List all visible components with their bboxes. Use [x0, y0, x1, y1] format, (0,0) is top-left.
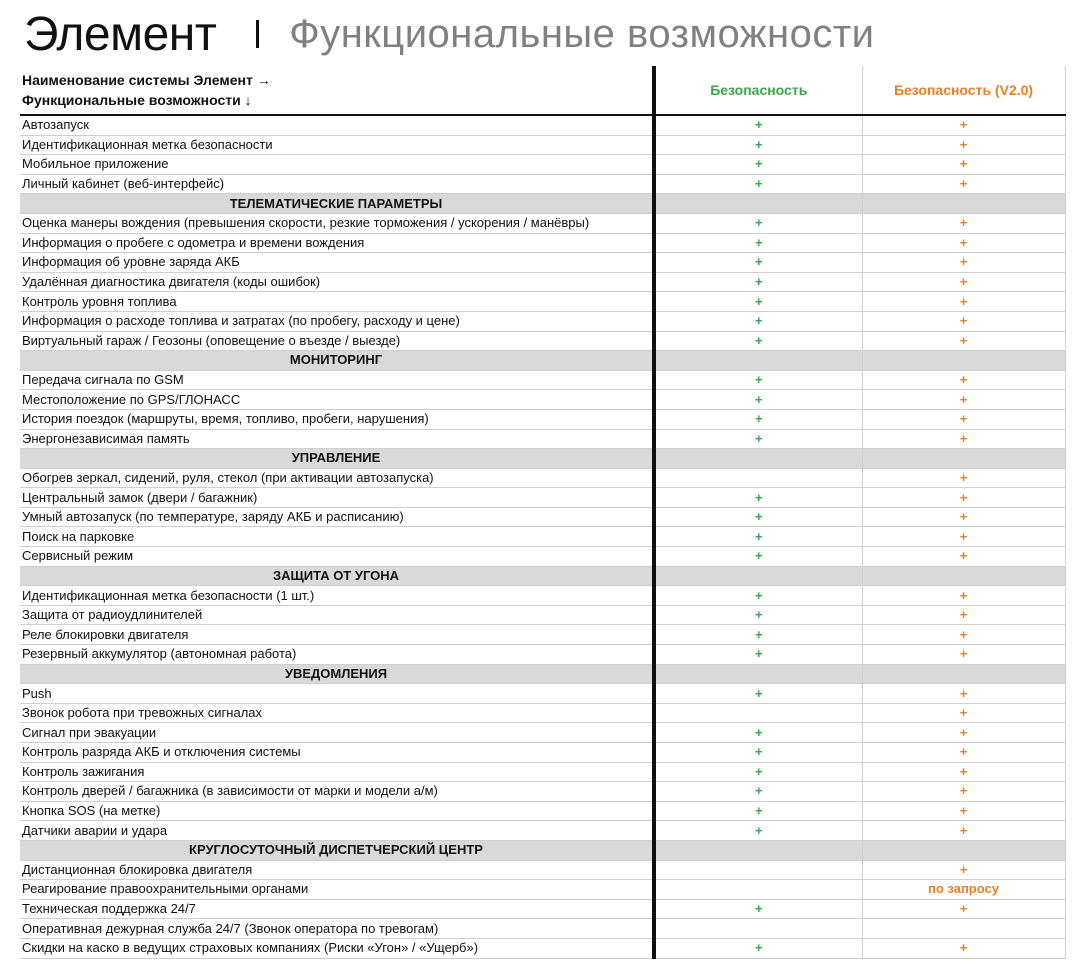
bezopasnost-value — [654, 468, 862, 488]
table-row — [20, 213, 1065, 233]
bezopasnost-v2-value: + — [862, 605, 1065, 625]
table-row — [20, 782, 1065, 802]
column-header-bezopasnost-v2: Безопасность (V2.0) — [862, 66, 1065, 115]
feature-name: Контроль уровня топлива — [20, 292, 654, 312]
feature-name: Скидки на каско в ведущих страховых компаниях (Риски «Угон» / «Ущерб») — [20, 938, 654, 958]
bezopasnost-v2-value: + — [862, 527, 1065, 547]
section-title: УВЕДОМЛЕНИЯ — [20, 664, 654, 684]
bezopasnost-value: + — [654, 782, 862, 802]
table-row — [20, 919, 1065, 939]
bezopasnost-v2-value: + — [862, 390, 1065, 410]
column-header-name — [20, 66, 654, 115]
table-row — [20, 488, 1065, 508]
bezopasnost-v2-value: + — [862, 801, 1065, 821]
bezopasnost-v2-value: + — [862, 253, 1065, 273]
section-empty-cell — [654, 840, 862, 860]
section-title: КРУГЛОСУТОЧНЫЙ ДИСПЕТЧЕРСКИЙ ЦЕНТР — [20, 840, 654, 860]
bezopasnost-value: + — [654, 762, 862, 782]
bezopasnost-value — [654, 880, 862, 900]
table-row — [20, 684, 1065, 704]
bezopasnost-value: + — [654, 233, 862, 253]
bezopasnost-v2-value: + — [862, 488, 1065, 508]
section-title: ЗАЩИТА ОТ УГОНА — [20, 566, 654, 586]
bezopasnost-v2-value: + — [862, 938, 1065, 958]
bezopasnost-v2-value: + — [862, 547, 1065, 567]
bezopasnost-v2-value: + — [862, 155, 1065, 175]
features-table — [20, 66, 1066, 959]
feature-name: Автозапуск — [20, 115, 654, 135]
feature-name: История поездок (маршруты, время, топливо, пробеги, нарушения) — [20, 409, 654, 429]
bezopasnost-value: + — [654, 409, 862, 429]
table-row — [20, 743, 1065, 763]
table-row — [20, 645, 1065, 665]
feature-name: Контроль разряда АКБ и отключения системы — [20, 743, 654, 763]
bezopasnost-v2-value: + — [862, 782, 1065, 802]
table-row — [20, 899, 1065, 919]
feature-name: Сигнал при эвакуации — [20, 723, 654, 743]
table-row — [20, 938, 1065, 958]
table-row — [20, 762, 1065, 782]
section-empty-cell — [862, 566, 1065, 586]
feature-name: Умный автозапуск (по температуре, заряду АКБ и расписанию) — [20, 507, 654, 527]
table-header-row — [20, 66, 1065, 115]
bezopasnost-value: + — [654, 488, 862, 508]
table-row — [20, 507, 1065, 527]
section-empty-cell — [862, 351, 1065, 371]
bezopasnost-v2-value: по запросу — [862, 880, 1065, 900]
table-row — [20, 253, 1065, 273]
feature-name: Оперативная дежурная служба 24/7 (Звонок оператора по тревогам) — [20, 919, 654, 939]
feature-name: Поиск на парковке — [20, 527, 654, 547]
feature-name: Мобильное приложение — [20, 155, 654, 175]
bezopasnost-value: + — [654, 684, 862, 704]
table-row — [20, 468, 1065, 488]
feature-name: Информация о расходе топлива и затратах (по пробегу, расходу и цене) — [20, 311, 654, 331]
bezopasnost-value: + — [654, 155, 862, 175]
feature-name: Центральный замок (двери / багажник) — [20, 488, 654, 508]
bezopasnost-value: + — [654, 527, 862, 547]
table-row — [20, 880, 1065, 900]
table-row — [20, 233, 1065, 253]
section-empty-cell — [862, 840, 1065, 860]
bezopasnost-v2-value: + — [862, 429, 1065, 449]
bezopasnost-v2-value: + — [862, 213, 1065, 233]
feature-name: Контроль дверей / багажника (в зависимости от марки и модели а/м) — [20, 782, 654, 802]
feature-name: Удалённая диагностика двигателя (коды ошибок) — [20, 272, 654, 292]
bezopasnost-v2-value: + — [862, 409, 1065, 429]
feature-name: Датчики аварии и удара — [20, 821, 654, 841]
table-row — [20, 174, 1065, 194]
table-row — [20, 625, 1065, 645]
page-header — [24, 4, 875, 64]
bezopasnost-value — [654, 703, 862, 723]
section-empty-cell — [654, 449, 862, 469]
bezopasnost-value: + — [654, 311, 862, 331]
feature-name: Реле блокировки двигателя — [20, 625, 654, 645]
table-row — [20, 821, 1065, 841]
bezopasnost-v2-value: + — [862, 370, 1065, 390]
bezopasnost-value: + — [654, 605, 862, 625]
bezopasnost-v2-value — [862, 919, 1065, 939]
feature-name: Дистанционная блокировка двигателя — [20, 860, 654, 880]
section-empty-cell — [862, 664, 1065, 684]
bezopasnost-v2-value: + — [862, 311, 1065, 331]
table-row — [20, 311, 1065, 331]
bezopasnost-v2-value: + — [862, 723, 1065, 743]
section-row — [20, 664, 1065, 684]
bezopasnost-v2-value: + — [862, 468, 1065, 488]
bezopasnost-value: + — [654, 429, 862, 449]
feature-name: Идентификационная метка безопасности — [20, 135, 654, 155]
section-row — [20, 566, 1065, 586]
bezopasnost-v2-value: + — [862, 821, 1065, 841]
bezopasnost-value: + — [654, 645, 862, 665]
section-title: УПРАВЛЕНИЕ — [20, 449, 654, 469]
bezopasnost-value: + — [654, 292, 862, 312]
bezopasnost-v2-value: + — [862, 174, 1065, 194]
feature-name: Обогрев зеркал, сидений, руля, стекол (при активации автозапуска) — [20, 468, 654, 488]
feature-name: Сервисный режим — [20, 547, 654, 567]
brand-title: Элемент — [24, 7, 217, 61]
feature-name: Контроль зажигания — [20, 762, 654, 782]
section-title: МОНИТОРИНГ — [20, 351, 654, 371]
table-row — [20, 586, 1065, 606]
feature-name: Звонок робота при тревожных сигналах — [20, 703, 654, 723]
table-row — [20, 292, 1065, 312]
bezopasnost-value: + — [654, 938, 862, 958]
title-separator — [256, 20, 259, 48]
section-empty-cell — [654, 664, 862, 684]
section-row — [20, 840, 1065, 860]
bezopasnost-v2-value: + — [862, 272, 1065, 292]
feature-name: Защита от радиоудлинителей — [20, 605, 654, 625]
table-row — [20, 272, 1065, 292]
bezopasnost-value: + — [654, 801, 862, 821]
table-row — [20, 527, 1065, 547]
feature-name: Push — [20, 684, 654, 704]
bezopasnost-value — [654, 860, 862, 880]
bezopasnost-v2-value: + — [862, 625, 1065, 645]
bezopasnost-value: + — [654, 135, 862, 155]
bezopasnost-v2-value: + — [862, 703, 1065, 723]
bezopasnost-v2-value: + — [862, 645, 1065, 665]
bezopasnost-value: + — [654, 743, 862, 763]
table-row — [20, 135, 1065, 155]
column-header-name-line2: Функциональные возможности ↓ — [22, 92, 252, 108]
feature-name: Местоположение по GPS/ГЛОНАСС — [20, 390, 654, 410]
bezopasnost-v2-value: + — [862, 507, 1065, 527]
feature-name: Передача сигнала по GSM — [20, 370, 654, 390]
bezopasnost-value: + — [654, 115, 862, 135]
bezopasnost-v2-value: + — [862, 331, 1065, 351]
table-row — [20, 860, 1065, 880]
bezopasnost-v2-value: + — [862, 115, 1065, 135]
bezopasnost-value: + — [654, 723, 862, 743]
bezopasnost-value: + — [654, 272, 862, 292]
feature-name: Виртуальный гараж / Геозоны (оповещение о въезде / выезде) — [20, 331, 654, 351]
section-title: ТЕЛЕМАТИЧЕСКИЕ ПАРАМЕТРЫ — [20, 194, 654, 214]
table-row — [20, 331, 1065, 351]
section-row — [20, 194, 1065, 214]
table-row — [20, 703, 1065, 723]
bezopasnost-value: + — [654, 213, 862, 233]
column-header-name-line1: Наименование системы Элемент → — [22, 72, 271, 88]
table-row — [20, 409, 1065, 429]
bezopasnost-v2-value: + — [862, 233, 1065, 253]
bezopasnost-value: + — [654, 174, 862, 194]
section-row — [20, 351, 1065, 371]
bezopasnost-v2-value: + — [862, 292, 1065, 312]
bezopasnost-value: + — [654, 331, 862, 351]
bezopasnost-v2-value: + — [862, 684, 1065, 704]
bezopasnost-value — [654, 919, 862, 939]
section-row — [20, 449, 1065, 469]
feature-name: Оценка манеры вождения (превышения скорости, резкие торможения / ускорения / манёвры) — [20, 213, 654, 233]
table-row — [20, 723, 1065, 743]
bezopasnost-value: + — [654, 547, 862, 567]
feature-name: Информация об уровне заряда АКБ — [20, 253, 654, 273]
bezopasnost-value: + — [654, 507, 862, 527]
table-row — [20, 370, 1065, 390]
table-row — [20, 115, 1065, 135]
feature-name: Реагирование правоохранительными органами — [20, 880, 654, 900]
bezopasnost-v2-value: + — [862, 860, 1065, 880]
bezopasnost-value: + — [654, 625, 862, 645]
bezopasnost-value: + — [654, 370, 862, 390]
bezopasnost-value: + — [654, 586, 862, 606]
feature-name: Кнопка SOS (на метке) — [20, 801, 654, 821]
section-empty-cell — [654, 351, 862, 371]
feature-name: Техническая поддержка 24/7 — [20, 899, 654, 919]
section-empty-cell — [654, 194, 862, 214]
section-empty-cell — [862, 194, 1065, 214]
bezopasnost-value: + — [654, 899, 862, 919]
bezopasnost-v2-value: + — [862, 135, 1065, 155]
table-row — [20, 547, 1065, 567]
bezopasnost-v2-value: + — [862, 762, 1065, 782]
page-subtitle: Функциональные возможности — [289, 11, 875, 56]
table-row — [20, 605, 1065, 625]
feature-name: Резервный аккумулятор (автономная работа) — [20, 645, 654, 665]
table-row — [20, 155, 1065, 175]
bezopasnost-value: + — [654, 253, 862, 273]
bezopasnost-v2-value: + — [862, 743, 1065, 763]
table-body — [20, 115, 1065, 958]
section-empty-cell — [654, 566, 862, 586]
feature-name: Энергонезависимая память — [20, 429, 654, 449]
bezopasnost-v2-value: + — [862, 586, 1065, 606]
column-header-bezopasnost: Безопасность — [654, 66, 862, 115]
table-row — [20, 390, 1065, 410]
bezopasnost-value: + — [654, 821, 862, 841]
bezopasnost-value: + — [654, 390, 862, 410]
feature-name: Идентификационная метка безопасности (1 шт.) — [20, 586, 654, 606]
table-row — [20, 801, 1065, 821]
bezopasnost-v2-value: + — [862, 899, 1065, 919]
section-empty-cell — [862, 449, 1065, 469]
feature-name: Личный кабинет (веб-интерфейс) — [20, 174, 654, 194]
feature-name: Информация о пробеге с одометра и времени вождения — [20, 233, 654, 253]
table-row — [20, 429, 1065, 449]
